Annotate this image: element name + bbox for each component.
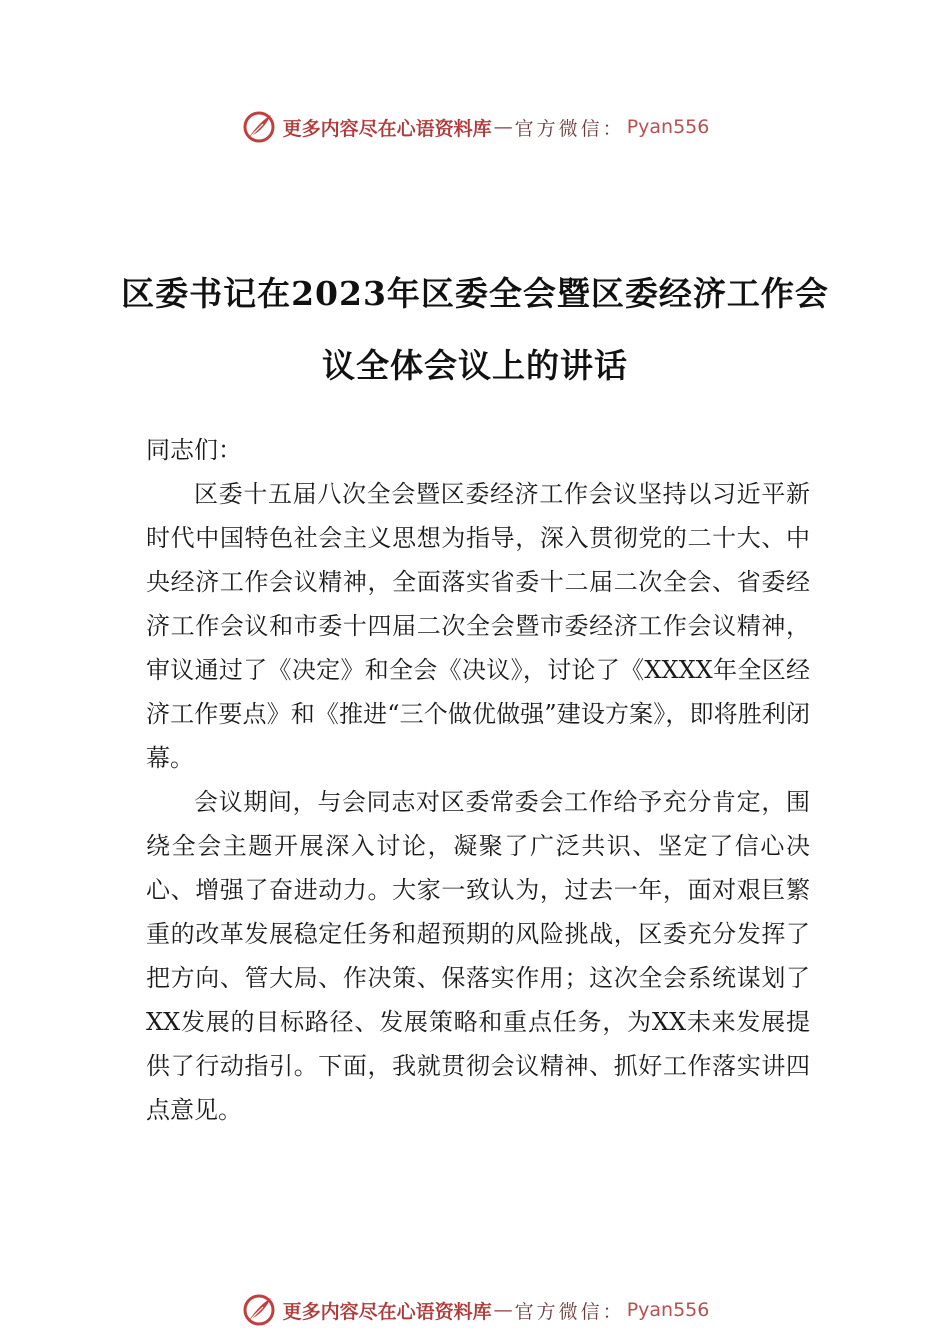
watermark-wechat-id: Pyan556 bbox=[626, 1299, 710, 1321]
document-title: 区委书记在2023年区委全会暨区委经济工作会议全体会议上的讲话 bbox=[121, 274, 829, 386]
watermark-separator: — bbox=[493, 116, 513, 138]
watermark-label: 官方微信： bbox=[514, 1300, 625, 1323]
salutation: 同志们： bbox=[146, 436, 242, 464]
quill-seal-icon bbox=[241, 109, 277, 145]
footer-watermark bbox=[0, 1290, 950, 1330]
watermark-label: 官方微信： bbox=[514, 117, 625, 140]
watermark-separator: — bbox=[493, 1299, 513, 1321]
watermark-wechat-id: Pyan556 bbox=[626, 116, 710, 138]
document-body bbox=[146, 428, 810, 1132]
body-paragraph-2: 会议期间，与会同志对区委常委会工作给予充分肯定，围绕全会主题开展深入讨论，凝聚了广泛共识、坚定了信心决心、增强了奋进动力。大家一致认为，过去一年，面对艰巨繁重的改革发展稳定任务和超预期的风险挑战，区委充分发挥了把方向、管大局、作决策、保落实作用；这次全会系统谋划了XX发展的目标路径、发展策略和重点任务，为XX未来发展提供了行动指引。下面，我就贯彻会议精神、抓好工作落实讲四点意见。 bbox=[146, 788, 810, 1124]
body-paragraph-1: 区委十五届八次全会暨区委经济工作会议坚持以习近平新时代中国特色社会主义思想为指导，深入贯彻党的二十大、中央经济工作会议精神，全面落实省委十二届二次全会、省委经济工作会议和市委十四届二次全会暨市委经济工作会议精神，审议通过了《决定》和全会《决议》，讨论了《XXXX年全区经济工作要点》和《推进“三个做优做强”建设方案》，即将胜利闭幕。 bbox=[146, 480, 810, 772]
watermark-brand: 更多内容尽在心语资料库 bbox=[282, 1300, 492, 1323]
quill-seal-icon bbox=[241, 1292, 277, 1328]
watermark-brand: 更多内容尽在心语资料库 bbox=[282, 117, 492, 140]
header-watermark bbox=[0, 107, 950, 147]
